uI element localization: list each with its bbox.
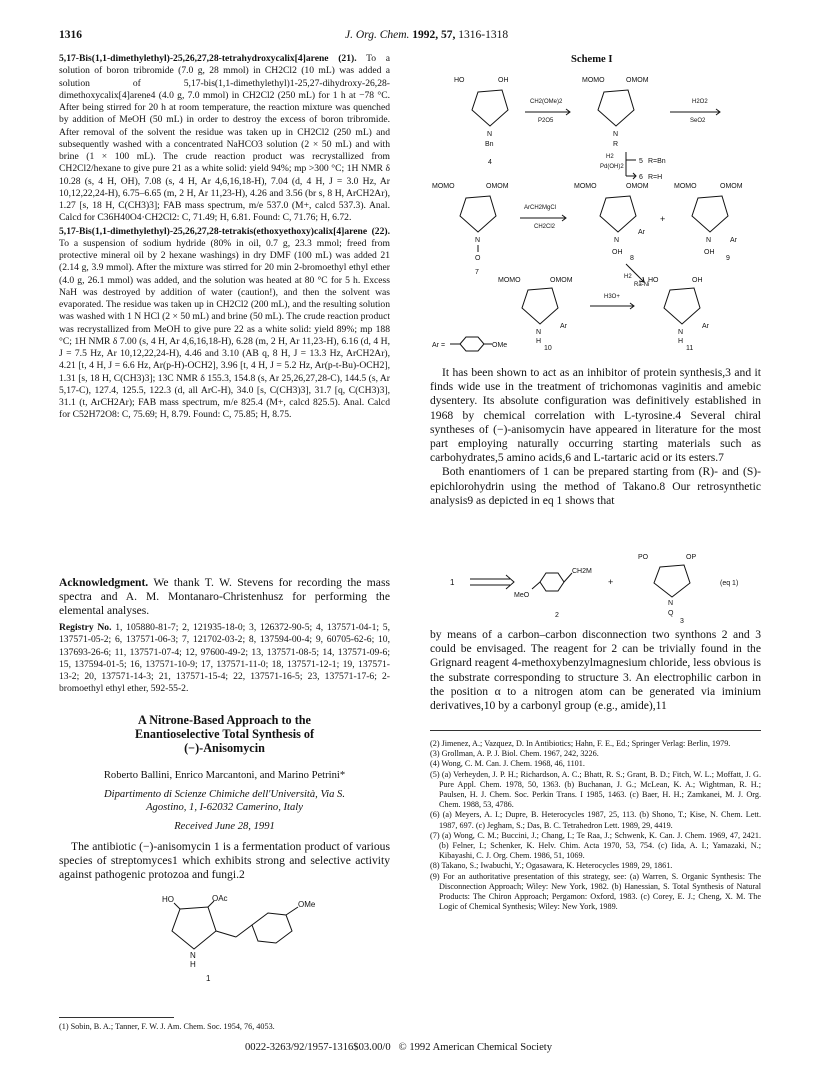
ack-heading: Acknowledgment. [59,576,149,589]
c11-ar: Ar [702,323,709,330]
ref-9: (9) For an authoritative presentation of this strategy, see: (a) Warren, S. Organic Synthesis: The Disconnection Approach; Wiley: New York, 1982. (b) Hanessian, S. Total Synthesis of Natural Products: The Chiron Approach; Pergamon: Oxford, 1983. (c) Corey, E. J.; Cheng, X. M. The Logic of Chemical Synthesis; Wiley: New York, 1989. [430,871,761,912]
c6-label: 6 [639,174,643,181]
ref-6: (6) (a) Meyers, A. I.; Dupre, B. Heterocycles 1987, 25, 113. (b) Shono, T.; Kise, N. Chem. Lett. 1987, 697. (c) Jegham, S.; Das, B. C. Tetrahedron Lett. 1989, 29, 4419. [430,810,761,830]
eq-op: OP [686,554,697,561]
article-title-line-1: A Nitrone-Based Approach to the [138,713,311,727]
c8-n: N [614,237,620,244]
c9-momo: MOMO [674,183,697,190]
eq-pyrroline-ring [654,565,690,597]
eq-n: N [668,600,674,607]
right-paragraphs [430,366,761,508]
ar-ring [460,337,484,351]
c10-ar: Ar [560,323,567,330]
c9-ar: Ar [730,237,737,244]
registry-text: 1, 105880-81-7; 2, 121935-18-0; 3, 126372-90-5; 4, 137571-04-1; 5, 137571-05-2; 6, 137571-06-3; 7, 121702-03-2; 8, 137594-00-4; 9, 60705-62-6; 10, 137693-26-6; 11, 137571-07-4; 12, 97600-49-2; 13, 137571-08-5; 14, 137571-09-6; 15, 137594-01-5; 16, 137571-10-9; 17, 137571-11-0; 18, 137571-12-1; 19, 137571-13-2; 20, 137571-14-3; 21, 137571-15-4; 22, 137571-16-5; 23, 137571-17-6; 2-bromoethyl ethyl ether, 592-55-2. [59,622,390,695]
compound-5-6 [582,77,649,148]
journal-name: J. Org. Chem. [345,29,410,41]
registry-numbers [59,622,390,696]
reagent-4: ArCH2MgCl [524,205,557,211]
c11-n: N [678,329,684,336]
paragraph-3: by means of a carbon–carbon disconnection two synthons 2 and 3 could be envisaged. The reagent for 2 can be trivially found in the Grignard reagent 4-methoxybenzylmagnesium chloride, less obvious is the substrate corresponding to structure 3. An electrophilic carbon in the position α to a nitrogen atom can be generated via iminium derivatives,10 by a carbonyl group (e.g., amide),11 [430,628,761,713]
c11-label: 11 [686,345,694,350]
anisomycin-structure-1 [140,893,340,981]
journal-year: 1992, 57, [412,29,456,41]
c4-label: 4 [488,159,492,166]
ref-3: (3) Grollman, A. P. J. Biol. Chem. 1967, 242, 3226. [430,749,599,759]
c7-n: N [475,237,481,244]
affiliation-line-1: Dipartimento di Scienze Chimiche dell'Università, Via S. [104,788,345,800]
eq-plus: + [608,577,614,587]
scheme-plus: + [660,214,666,224]
c5-r: R [613,141,619,148]
c7-o: O [475,255,481,262]
authors: Roberto Ballini, Enrico Marcantoni, and Marino Petrini* [103,770,346,781]
ref-8: (8) Takano, S.; Iwabuchi, Y.; Ogasawara, K. Heterocycles 1989, 29, 1861. [430,861,673,871]
journal-pages: 1316-1318 [458,29,509,41]
affiliation-line-2: Agostino, 1, I-62032 Camerino, Italy [146,802,303,813]
c10-label: 10 [544,345,552,350]
intro-text: The antibiotic (−)-anisomycin 1 is a fermentation product of various species of streptomyces1 which exhibits strong and selective activity against pathogenic protozoa and fungi.2 [59,840,390,882]
label-ome: OMe [298,900,316,909]
c4-oh: OH [498,77,509,84]
byline [59,769,390,833]
compound-1-label: 1 [206,974,211,981]
paragraph-2: Both enantiomers of 1 can be prepared starting from (R)- and (S)-epichlorohydrin using the method of Takano.8 Our retrosynthetic analysis9 as depicted in eq 1 shows that [430,465,761,507]
ref-5: (5) (a) Verheyden, J. P. H.; Richardson, A. C.; Bhatt, R. S.; Grant, B. D.; Fitch, W. L.; Moffatt, J. G. Pure Appl. Chem. 1978, 50, 1363. (b) Buchanan, J. G.; McLean, K. A.; Wightman, R. H.; Paulsen, H. J. Chem. Soc. Perkin Trans. I 1985, 1463. (c) Baer, H. H.; Zamkanei, M. J. Org. Chem. 1988, 53, 4786. [430,769,761,810]
c7-omom: OMOM [486,183,509,190]
eq-ch2m: CH2M [572,568,592,575]
c4-bn: Bn [485,141,494,148]
c10-omom: OMOM [550,277,573,284]
experimental-section [59,53,390,422]
eq-aryl-ring [540,573,564,591]
ref-2: (2) Jimenez, A.; Vazquez, D. In Antibiotics; Hahn, F. E., Ed.; Springer Verlag: Berlin, 1979. [430,739,731,748]
eq-label-2: 2 [555,612,559,619]
intro-paragraph [59,840,390,883]
c5-r-def: R=Bn [648,158,666,165]
c9-omom: OMOM [720,183,743,190]
received-date: Received June 28, 1991 [174,820,275,832]
c8-ar: Ar [638,229,645,236]
compound-4 [454,77,509,166]
reagent-6: H3O+ [604,294,620,300]
reagent-3b: Pd(OH)2 [600,164,624,170]
compound-21-title: 5,17-Bis(1,1-dimethylethyl)-25,26,27,28-tetrahydroxycalix[4]arene (21). [59,53,357,64]
article-title-line-2: Enantioselective Total Synthesis of [134,727,315,742]
ref-4: (4) Wong, C. M. Can. J. Chem. 1968, 46, 1101. [430,759,585,769]
c9-oh: OH [704,249,715,256]
acknowledgment [59,576,390,619]
reagent-3: H2 [606,154,614,160]
pyrrolidine-ring [172,907,216,949]
registry-heading: Registry No. [59,622,112,633]
c5-n: N [613,131,619,138]
paragraph-1: It has been shown to act as an inhibitor of protein synthesis,3 and it finds wide use in the treatment of trichomonas vaginitis and amebic dysentery. Its absolute configuration was definitively established in 1968 by chemical correlation with L-tyrosine.4 Several chiral syntheses of (−)-anisomycin have appeared in literature for the most part employing naturally occurring starting materials such as carbohydrates,5 amino acids,6 and L-tartaric acid or its esters.7 [430,366,761,465]
c11-ho: HO [648,277,659,284]
running-head [345,29,508,41]
page-number: 1316 [59,29,82,41]
c8-oh: OH [612,249,623,256]
compound-21-text: To a solution of boron tribromide (7.0 g, 28 mmol) in CH2Cl2 (10 mL) was added a solution of 5,17-bis(1,1-dimethylethyl)1-25,27-dihydroxy-26,28-dimethoxycalix[4]arene4 (4.0 g, 7.0 mmol) in CH2Cl2 (250 mL) for 1 h at −78 °C. After being stirred for 20 h at room temperature, the reaction mixture was quenched by addition of MeOH (50 mL) in order to destroy the excess of boron tribromide. After removal of the solvent the residue was taken up in CH2Cl2 (250 mL) and subsequently washed with a concentrated NaHCO3 solution (2 × 50 mL) and with brine (1 × 100 mL). The crude reaction product was recrystallized from CH2Cl2/hexane to give pure 21 as a white solid: yield 94%; mp >300 °C; 1H NMR δ 10.28 (s, 4 H, OH), 7.08 (s, 4 H, Ar 4,6,16,18-H), 7.04 (d, 4 H, J = 3.0 Hz, Ar 10,12,22,24-H), 6.75–6.65 (m, 2 H, Ar 11,23-H), 4.26 and 3.56 (br s, 8 H, ArCH2Ar), 1.27 [s, 18 H, C(CH3)3]; FAB mass spectrum, m/e 537.0 (M+, calcd 537.3). Anal. Calcd for C36H40O4·CH2Cl2: C, 71.49; H, 6.81. Found: C, 71.76; H, 6.72. [59,53,390,224]
reagent-2b: SeO2 [690,118,706,124]
footnote-rule-left [59,1017,174,1018]
label-ho: HO [162,895,174,904]
scheme-title: Scheme I [571,54,613,65]
compound-22-text: To a suspension of sodium hydride (80% in oil, 0.7 g, 23.3 mmol; freed from protective mineral oil by 2 hexane washings) in dry DMF (100 mL) was added 21 (2.14 g, 3.9 mmol). After the mixture was stirred for 20 min 2-bromoethyl ethyl ether (4.0 g, 26.1 mmol) was added, and the solution was heated at 80 °C for 5 h. Excess NaH was destroyed by addition of water (caution!), and then the solvent was evaporated. The residue was taken up in CH2Cl2 (200 mL), and the resulting solution was washed with 1 N HCl (2 × 50 mL) and brine (50 mL). The crude reaction product was recrystallized from MeOH to give pure 22 as a white solid: yield 89%; mp 188 °C; 1H NMR δ 7.00 (s, 4 H, Ar 4,6,16,18-H), 6.28 (m, 2 H, Ar 11,23-H), 6.16 (d, 4 H, J = 7.5 Hz, Ar 10,12,22,24-H), 4.46 and 3.10 (AB q, 8 H, J = 13.3 Hz, ArCH2Ar), 4.21 [t, 4 H, J = 6.6 Hz, Ar(p-H)-OCH2], 3.96 [t, 4 H, J = 5.2 Hz, Ar(p-t-Bu)-OCH2], 1.31 [s, 18 H, C(CH3)3]; 13C NMR δ 155.3, 154.8 (s, Ar 25,26,27,28-C), 144.5 (s, Ar 5,17-C), 127.4, 125.5, 122.3 (d, all ArC-H), 34.0 [s, C(CH3)3], 31.7 [q, C(CH3)3], 31.1 (t, ArCH2Ar); FAB mass spectrum, m/e 825.4 (M+, calcd 825.5). Anal. Calcd for C52H72O8: C, 75.69; H, 8.79. Found: C, 75.85; H, 8.75. [59,237,390,421]
eq-label-3: 3 [680,618,684,625]
label-oac: OAc [212,894,228,903]
reagent-5b: Ra-Ni [634,282,650,288]
c5-label: 5 [639,158,643,165]
c8-momo: MOMO [574,183,597,190]
label-h: H [190,960,196,969]
reagent-1: CH2(OMe)2 [530,99,563,105]
compound-22-title: 5,17-Bis(1,1-dimethylethyl)-25,26,27,28-tetrakis(ethoxyethoxy)calix[4]arene (22). [59,225,390,237]
c9-label: 9 [726,255,730,262]
compound-9 [674,183,743,262]
footer-code: 0022-3263/92/1957-1316$03.00/0 [245,1042,391,1053]
eq-q: Q [668,610,674,617]
ref-7: (7) (a) Wong, C. M.; Buccini, J.; Chang, I.; Te Raa, J.; Schwenk, K. Can. J. Chem. 1969, 47, 2421. (b) Felner, I.; Schenker, K. Helv. Chim. Acta 1970, 53, 754. (c) Iida, A. I.; Yamazaki, N.; Kibayashi, C. J. Org. Chem. 1986, 51, 1069. [430,830,761,861]
ar-ome: OMe [492,342,508,349]
ack-text: We thank T. W. Stevens for recording the mass spectra and A. M. Montanaro-Christenhusz for performing the elemental analyses. [59,576,390,618]
compound-8 [574,183,649,262]
c4-ho: HO [454,77,465,84]
c7-label: 7 [475,269,479,276]
c10-h: H [536,338,542,345]
c9-n: N [706,237,712,244]
c8-omom: OMOM [626,183,649,190]
footnote-rule-right [430,730,761,731]
footnote-ref-1: (1) Sobin, B. A.; Tanner, F. W. J. Am. Chem. Soc. 1954, 76, 4053. [59,1022,275,1031]
compound-11 [648,277,710,350]
eq-compound-1: 1 [450,578,455,587]
aryl-ring [252,913,292,943]
eq-meo: MeO [514,592,530,599]
scheme-1-diagram [430,70,770,350]
compound-7 [432,183,509,276]
c10-momo: MOMO [498,277,521,284]
c8-label: 8 [630,255,634,262]
reagent-2: H2O2 [692,99,708,105]
footer-copyright: © 1992 American Chemical Society [398,1042,553,1053]
reagent-1b: P2O5 [538,118,554,124]
ar-definition [430,333,540,357]
c4-n: N [487,131,493,138]
equation-1 [430,545,770,625]
c5-momo: MOMO [582,77,605,84]
reagent-5: H2 [624,274,632,280]
eq-number: (eq 1) [720,580,739,587]
right-paragraph-3 [430,628,761,713]
c11-h: H [678,338,684,345]
c7-momo: MOMO [432,183,455,190]
article-title-line-3: (−)-Anisomycin [184,741,265,756]
eq-po: PO [638,554,649,561]
c5-omom: OMOM [626,77,649,84]
article-title [59,713,390,756]
label-n: N [190,951,196,960]
footer [245,1042,552,1053]
ar-def-label: Ar = [432,342,446,349]
references-list [430,739,761,912]
reagent-4b: CH2Cl2 [534,224,556,230]
c6-r-def: R=H [648,174,663,181]
c11-oh: OH [692,277,703,284]
c10-n: N [536,329,542,336]
